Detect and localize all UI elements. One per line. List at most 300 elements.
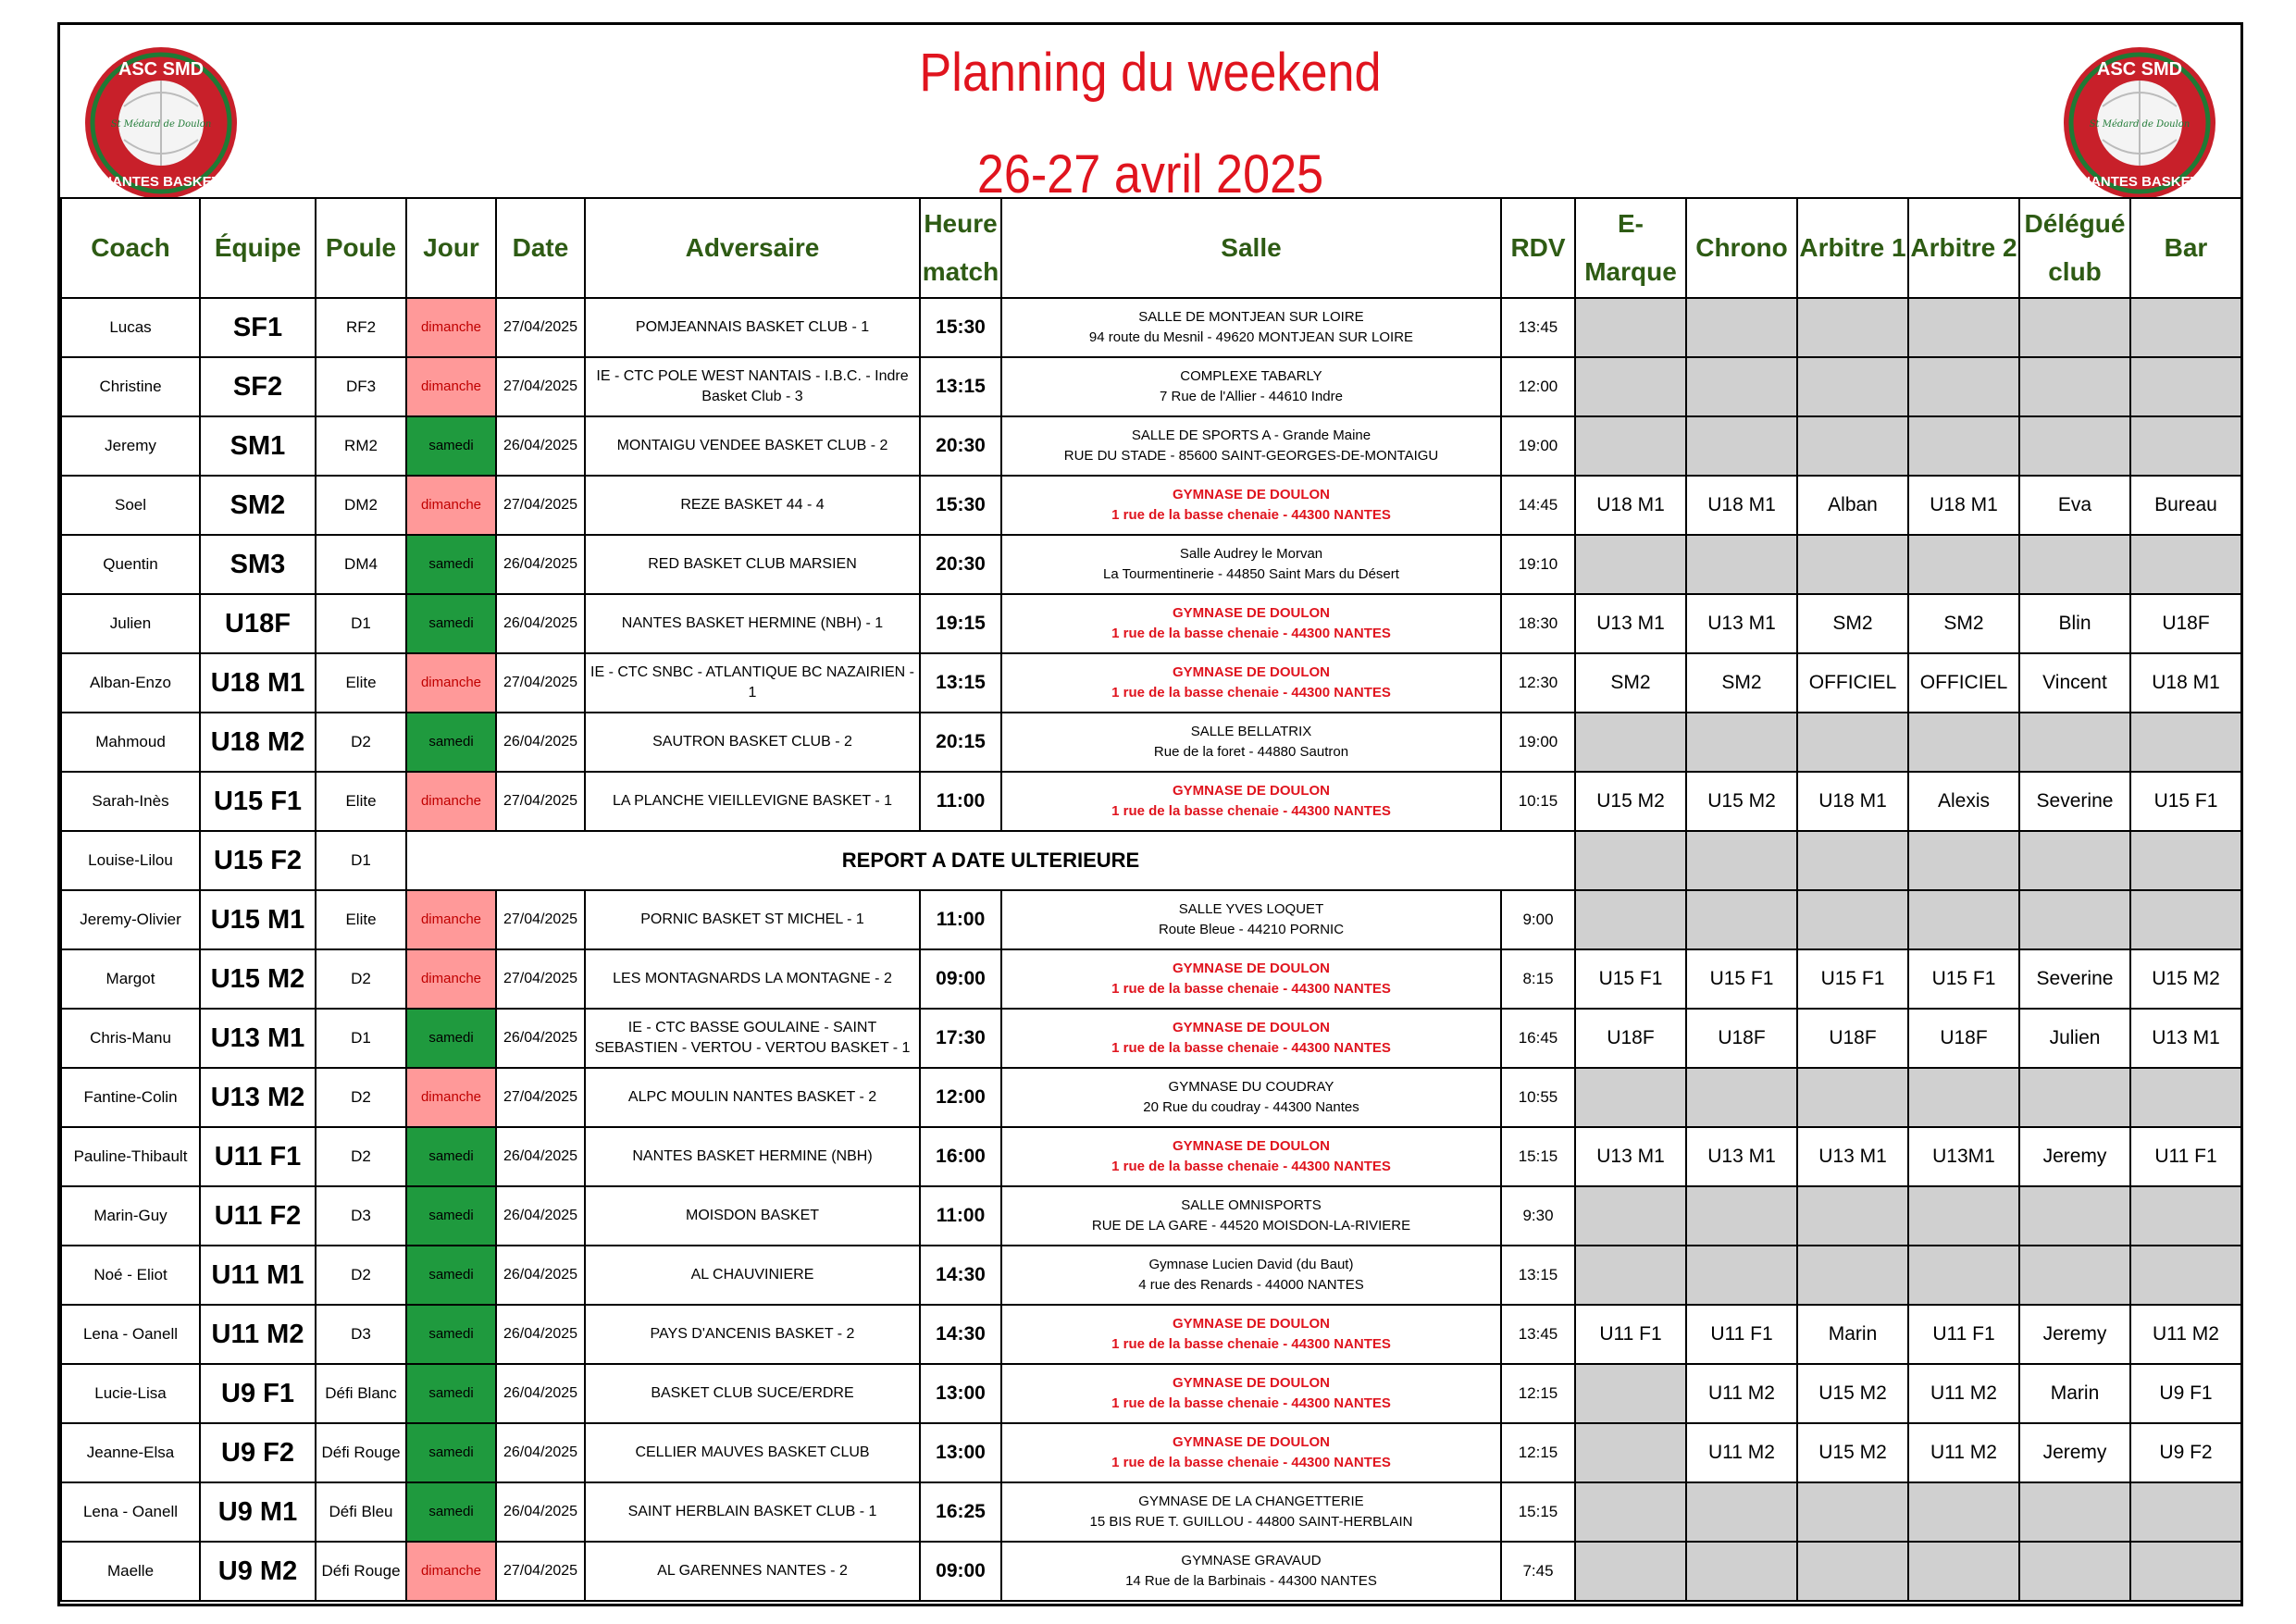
col-header-coach: Coach <box>61 198 200 298</box>
arbitre2-cell <box>1908 831 2019 890</box>
team-cell: SF2 <box>200 357 316 416</box>
opponent-cell: SAUTRON BASKET CLUB - 2 <box>585 713 920 772</box>
opponent-cell: LA PLANCHE VIEILLEVIGNE BASKET - 1 <box>585 772 920 831</box>
pool-cell: DM4 <box>316 535 406 594</box>
coach-cell: Julien <box>61 594 200 653</box>
meeting-time-cell: 9:30 <box>1501 1186 1575 1246</box>
arbitre1-cell: U18F <box>1797 1009 1908 1068</box>
coach-cell: Lena - Oanell <box>61 1482 200 1542</box>
arbitre2-cell: U18F <box>1908 1009 2019 1068</box>
table-row <box>61 1127 2241 1186</box>
page-title: Planning du weekend <box>919 43 1382 103</box>
meeting-time-cell: 9:00 <box>1501 890 1575 949</box>
match-time-cell: 13:00 <box>920 1423 1001 1482</box>
venue-name: GYMNASE DE DOULON <box>1172 961 1330 976</box>
opponent-cell: ALPC MOULIN NANTES BASKET - 2 <box>585 1068 920 1127</box>
match-time-cell: 09:00 <box>920 1542 1001 1601</box>
coach-cell: Chris-Manu <box>61 1009 200 1068</box>
table-row <box>61 772 2241 831</box>
team-cell: U9 M2 <box>200 1542 316 1601</box>
emarque-cell: U11 F1 <box>1575 1305 1686 1364</box>
logo-center-text: St Médard de Doulon <box>110 119 212 130</box>
col-header-delegue <box>2019 198 2130 298</box>
delegue-cell <box>2019 1068 2130 1127</box>
chrono-cell <box>1686 1068 1797 1127</box>
venue-address: 4 rue des Renards - 44000 NANTES <box>1138 1277 1364 1293</box>
day-cell: dimanche <box>406 357 496 416</box>
bar-cell <box>2130 357 2241 416</box>
venue-cell <box>1001 1364 1501 1423</box>
chrono-cell: U11 M2 <box>1686 1423 1797 1482</box>
coach-cell: Alban-Enzo <box>61 653 200 713</box>
venue-cell <box>1001 1542 1501 1601</box>
venue-cell <box>1001 1009 1501 1068</box>
venue-address: 15 BIS RUE T. GUILLOU - 44800 SAINT-HERBLAIN <box>1089 1514 1413 1530</box>
schedule-body <box>61 298 2241 1601</box>
day-cell: samedi <box>406 1482 496 1542</box>
chrono-cell: U11 F1 <box>1686 1305 1797 1364</box>
date-cell: 26/04/2025 <box>496 594 585 653</box>
bar-cell <box>2130 1186 2241 1246</box>
match-time-cell: 11:00 <box>920 1186 1001 1246</box>
opponent-cell: MONTAIGU VENDEE BASKET CLUB - 2 <box>585 416 920 476</box>
match-time-cell: 14:30 <box>920 1246 1001 1305</box>
venue-address: La Tourmentinerie - 44850 Saint Mars du Désert <box>1103 566 1399 582</box>
delegue-cell: Jeremy <box>2019 1127 2130 1186</box>
team-cell: SM1 <box>200 416 316 476</box>
emarque-cell <box>1575 1482 1686 1542</box>
chrono-cell: U11 M2 <box>1686 1364 1797 1423</box>
match-time-cell: 20:15 <box>920 713 1001 772</box>
team-cell: SF1 <box>200 298 316 357</box>
opponent-cell: IE - CTC BASSE GOULAINE - SAINT SEBASTIEN - VERTOU - VERTOU BASKET - 1 <box>585 1009 920 1068</box>
arbitre1-cell: SM2 <box>1797 594 1908 653</box>
table-row <box>61 357 2241 416</box>
match-time-cell: 11:00 <box>920 772 1001 831</box>
emarque-cell <box>1575 357 1686 416</box>
delegue-cell <box>2019 535 2130 594</box>
bar-cell <box>2130 831 2241 890</box>
pool-cell: Défi Blanc <box>316 1364 406 1423</box>
team-cell: U15 F2 <box>200 831 316 890</box>
arbitre1-cell <box>1797 357 1908 416</box>
page-subtitle: 26-27 avril 2025 <box>976 144 1324 205</box>
bar-cell <box>2130 1246 2241 1305</box>
venue-address: 1 rue de la basse chenaie - 44300 NANTES <box>1111 1336 1391 1352</box>
coach-cell: Louise-Lilou <box>61 831 200 890</box>
chrono-cell <box>1686 1186 1797 1246</box>
venue-cell <box>1001 1246 1501 1305</box>
coach-cell: Jeremy <box>61 416 200 476</box>
day-cell: samedi <box>406 1364 496 1423</box>
emarque-cell <box>1575 831 1686 890</box>
match-time-cell: 15:30 <box>920 298 1001 357</box>
venue-address: 1 rue de la basse chenaie - 44300 NANTES <box>1111 507 1391 523</box>
match-time-cell: 11:00 <box>920 890 1001 949</box>
arbitre2-cell: SM2 <box>1908 594 2019 653</box>
coach-cell: Jeremy-Olivier <box>61 890 200 949</box>
date-cell: 27/04/2025 <box>496 772 585 831</box>
report-cell: REPORT A DATE ULTERIEURE <box>406 831 1575 890</box>
delegue-cell <box>2019 298 2130 357</box>
pool-cell: D2 <box>316 1068 406 1127</box>
venue-address: 7 Rue de l'Allier - 44610 Indre <box>1160 389 1343 404</box>
team-cell: SM2 <box>200 476 316 535</box>
delegue-cell <box>2019 831 2130 890</box>
col-header-date: Date <box>496 198 585 298</box>
table-row <box>61 594 2241 653</box>
venue-cell <box>1001 1482 1501 1542</box>
table-row <box>61 949 2241 1009</box>
match-time-cell: 20:30 <box>920 416 1001 476</box>
venue-cell <box>1001 476 1501 535</box>
chrono-cell: U13 M1 <box>1686 594 1797 653</box>
coach-cell: Pauline-Thibault <box>61 1127 200 1186</box>
delegue-cell: Jeremy <box>2019 1423 2130 1482</box>
venue-cell <box>1001 949 1501 1009</box>
col-header-arbitre1: Arbitre 1 <box>1797 198 1908 298</box>
opponent-cell: AL GARENNES NANTES - 2 <box>585 1542 920 1601</box>
match-time-cell: 09:00 <box>920 949 1001 1009</box>
team-cell: U15 F1 <box>200 772 316 831</box>
opponent-cell: PAYS D'ANCENIS BASKET - 2 <box>585 1305 920 1364</box>
day-cell: samedi <box>406 1127 496 1186</box>
pool-cell: D3 <box>316 1186 406 1246</box>
venue-name: Salle Audrey le Morvan <box>1179 546 1323 562</box>
team-cell: U9 M1 <box>200 1482 316 1542</box>
chrono-cell <box>1686 1542 1797 1601</box>
pool-cell: Elite <box>316 772 406 831</box>
venue-cell <box>1001 416 1501 476</box>
meeting-time-cell: 7:45 <box>1501 1542 1575 1601</box>
team-cell: U11 F2 <box>200 1186 316 1246</box>
arbitre1-cell <box>1797 1246 1908 1305</box>
emarque-cell <box>1575 535 1686 594</box>
team-cell: U13 M1 <box>200 1009 316 1068</box>
arbitre1-cell: U15 M2 <box>1797 1364 1908 1423</box>
match-time-cell: 12:00 <box>920 1068 1001 1127</box>
emarque-cell <box>1575 1542 1686 1601</box>
venue-cell <box>1001 594 1501 653</box>
table-row <box>61 298 2241 357</box>
delegue-cell: Blin <box>2019 594 2130 653</box>
col-header-arbitre2: Arbitre 2 <box>1908 198 2019 298</box>
emarque-cell: U13 M1 <box>1575 594 1686 653</box>
delegue-cell <box>2019 1246 2130 1305</box>
col-header-heure-l1: Heure <box>924 209 998 238</box>
meeting-time-cell: 12:30 <box>1501 653 1575 713</box>
col-header-delegue-l1: Délégué <box>2024 209 2126 238</box>
venue-cell <box>1001 1127 1501 1186</box>
meeting-time-cell: 19:10 <box>1501 535 1575 594</box>
venue-name: GYMNASE DE DOULON <box>1172 1138 1330 1154</box>
arbitre1-cell: U13 M1 <box>1797 1127 1908 1186</box>
venue-cell <box>1001 772 1501 831</box>
date-cell: 27/04/2025 <box>496 890 585 949</box>
meeting-time-cell: 8:15 <box>1501 949 1575 1009</box>
match-time-cell: 14:30 <box>920 1305 1001 1364</box>
coach-cell: Sarah-Inès <box>61 772 200 831</box>
team-cell: U11 M1 <box>200 1246 316 1305</box>
venue-address: 1 rue de la basse chenaie - 44300 NANTES <box>1111 1455 1391 1470</box>
venue-name: GYMNASE DU COUDRAY <box>1168 1079 1334 1095</box>
venue-name: GYMNASE DE DOULON <box>1172 1316 1330 1332</box>
col-header-delegue-l2: club <box>2048 257 2102 286</box>
bar-cell <box>2130 1542 2241 1601</box>
meeting-time-cell: 12:15 <box>1501 1364 1575 1423</box>
arbitre2-cell <box>1908 1542 2019 1601</box>
coach-cell: Soel <box>61 476 200 535</box>
pool-cell: D2 <box>316 713 406 772</box>
chrono-cell <box>1686 713 1797 772</box>
arbitre2-cell <box>1908 890 2019 949</box>
logo-top-text: ASC SMD <box>2096 59 2183 80</box>
venue-cell <box>1001 1305 1501 1364</box>
day-cell: samedi <box>406 416 496 476</box>
arbitre2-cell <box>1908 1246 2019 1305</box>
pool-cell: Défi Rouge <box>316 1542 406 1601</box>
opponent-cell: AL CHAUVINIERE <box>585 1246 920 1305</box>
team-cell: U18F <box>200 594 316 653</box>
date-cell: 26/04/2025 <box>496 1246 585 1305</box>
delegue-cell: Eva <box>2019 476 2130 535</box>
bar-cell: U9 F1 <box>2130 1364 2241 1423</box>
logo-bottom-text: NANTES BASKET <box>102 174 220 190</box>
coach-cell: Jeanne-Elsa <box>61 1423 200 1482</box>
coach-cell: Christine <box>61 357 200 416</box>
bar-cell <box>2130 535 2241 594</box>
delegue-cell: Severine <box>2019 772 2130 831</box>
day-cell: samedi <box>406 1009 496 1068</box>
venue-name: GYMNASE DE LA CHANGETTERIE <box>1138 1494 1364 1509</box>
delegue-cell <box>2019 416 2130 476</box>
team-cell: U15 M2 <box>200 949 316 1009</box>
pool-cell: Elite <box>316 890 406 949</box>
meeting-time-cell: 15:15 <box>1501 1127 1575 1186</box>
venue-name: SALLE DE MONTJEAN SUR LOIRE <box>1138 309 1364 325</box>
match-time-cell: 13:00 <box>920 1364 1001 1423</box>
bar-cell <box>2130 713 2241 772</box>
meeting-time-cell: 12:00 <box>1501 357 1575 416</box>
opponent-cell: CELLIER MAUVES BASKET CLUB <box>585 1423 920 1482</box>
coach-cell: Noé - Eliot <box>61 1246 200 1305</box>
col-header-jour: Jour <box>406 198 496 298</box>
team-cell: U18 M1 <box>200 653 316 713</box>
date-cell: 26/04/2025 <box>496 416 585 476</box>
day-cell: samedi <box>406 713 496 772</box>
arbitre1-cell: Marin <box>1797 1305 1908 1364</box>
emarque-cell <box>1575 1423 1686 1482</box>
venue-cell <box>1001 653 1501 713</box>
chrono-cell <box>1686 831 1797 890</box>
arbitre2-cell: U15 F1 <box>1908 949 2019 1009</box>
date-cell: 26/04/2025 <box>496 1186 585 1246</box>
meeting-time-cell: 10:15 <box>1501 772 1575 831</box>
date-cell: 27/04/2025 <box>496 1542 585 1601</box>
date-cell: 26/04/2025 <box>496 1305 585 1364</box>
coach-cell: Lena - Oanell <box>61 1305 200 1364</box>
col-header-salle: Salle <box>1001 198 1501 298</box>
venue-name: GYMNASE DE DOULON <box>1172 1434 1330 1450</box>
team-cell: U11 F1 <box>200 1127 316 1186</box>
schedule-table <box>60 197 2242 1602</box>
opponent-cell: NANTES BASKET HERMINE (NBH) <box>585 1127 920 1186</box>
arbitre1-cell <box>1797 890 1908 949</box>
team-cell: U18 M2 <box>200 713 316 772</box>
venue-address: 1 rue de la basse chenaie - 44300 NANTES <box>1111 1395 1391 1411</box>
day-cell: dimanche <box>406 1542 496 1601</box>
opponent-cell: PORNIC BASKET ST MICHEL - 1 <box>585 890 920 949</box>
date-cell: 27/04/2025 <box>496 949 585 1009</box>
coach-cell: Marin-Guy <box>61 1186 200 1246</box>
bar-cell: U15 M2 <box>2130 949 2241 1009</box>
emarque-cell <box>1575 1364 1686 1423</box>
pool-cell: D2 <box>316 1246 406 1305</box>
day-cell: samedi <box>406 1305 496 1364</box>
venue-name: GYMNASE DE DOULON <box>1172 605 1330 621</box>
pool-cell: Elite <box>316 653 406 713</box>
delegue-cell: Jeremy <box>2019 1305 2130 1364</box>
emarque-cell <box>1575 890 1686 949</box>
arbitre2-cell: OFFICIEL <box>1908 653 2019 713</box>
table-row <box>61 1542 2241 1601</box>
venue-name: GYMNASE DE DOULON <box>1172 664 1330 680</box>
table-row <box>61 1482 2241 1542</box>
coach-cell: Maelle <box>61 1542 200 1601</box>
table-row <box>61 476 2241 535</box>
chrono-cell <box>1686 535 1797 594</box>
chrono-cell <box>1686 298 1797 357</box>
emarque-cell: U18 M1 <box>1575 476 1686 535</box>
pool-cell: D3 <box>316 1305 406 1364</box>
opponent-cell: SAINT HERBLAIN BASKET CLUB - 1 <box>585 1482 920 1542</box>
logo-center-text: St Médard de Doulon <box>2089 119 2191 130</box>
match-time-cell: 16:25 <box>920 1482 1001 1542</box>
emarque-cell: U15 M2 <box>1575 772 1686 831</box>
delegue-cell: Marin <box>2019 1364 2130 1423</box>
arbitre2-cell: U18 M1 <box>1908 476 2019 535</box>
table-row <box>61 890 2241 949</box>
arbitre1-cell <box>1797 1068 1908 1127</box>
team-cell: U15 M1 <box>200 890 316 949</box>
venue-address: 14 Rue de la Barbinais - 44300 NANTES <box>1125 1573 1377 1589</box>
table-row <box>61 1009 2241 1068</box>
opponent-cell: IE - CTC SNBC - ATLANTIQUE BC NAZAIRIEN - 1 <box>585 653 920 713</box>
table-header-row <box>61 198 2241 298</box>
arbitre2-cell: Alexis <box>1908 772 2019 831</box>
col-header-poule: Poule <box>316 198 406 298</box>
delegue-cell <box>2019 1542 2130 1601</box>
venue-cell <box>1001 1068 1501 1127</box>
date-cell: 26/04/2025 <box>496 1482 585 1542</box>
delegue-cell: Julien <box>2019 1009 2130 1068</box>
day-cell: samedi <box>406 1423 496 1482</box>
bar-cell: U11 M2 <box>2130 1305 2241 1364</box>
col-header-heure <box>920 198 1001 298</box>
opponent-cell: POMJEANNAIS BASKET CLUB - 1 <box>585 298 920 357</box>
date-cell: 26/04/2025 <box>496 535 585 594</box>
venue-name: GYMNASE DE DOULON <box>1172 487 1330 502</box>
arbitre1-cell <box>1797 713 1908 772</box>
col-header-chrono: Chrono <box>1686 198 1797 298</box>
bar-cell: Bureau <box>2130 476 2241 535</box>
emarque-cell: U15 F1 <box>1575 949 1686 1009</box>
opponent-cell: MOISDON BASKET <box>585 1186 920 1246</box>
arbitre1-cell <box>1797 535 1908 594</box>
arbitre2-cell <box>1908 1068 2019 1127</box>
bar-cell: U13 M1 <box>2130 1009 2241 1068</box>
date-cell: 26/04/2025 <box>496 1423 585 1482</box>
emarque-cell <box>1575 1246 1686 1305</box>
table-row <box>61 416 2241 476</box>
chrono-cell <box>1686 890 1797 949</box>
arbitre2-cell <box>1908 1186 2019 1246</box>
bar-cell <box>2130 1068 2241 1127</box>
table-row <box>61 653 2241 713</box>
meeting-time-cell: 13:45 <box>1501 298 1575 357</box>
emarque-cell <box>1575 1068 1686 1127</box>
meeting-time-cell: 14:45 <box>1501 476 1575 535</box>
table-row <box>61 1246 2241 1305</box>
coach-cell: Mahmoud <box>61 713 200 772</box>
team-cell: U11 M2 <box>200 1305 316 1364</box>
venue-address: 20 Rue du coudray - 44300 Nantes <box>1143 1099 1359 1115</box>
arbitre1-cell <box>1797 1482 1908 1542</box>
pool-cell: D2 <box>316 1127 406 1186</box>
delegue-cell: Severine <box>2019 949 2130 1009</box>
day-cell: dimanche <box>406 653 496 713</box>
arbitre2-cell <box>1908 1482 2019 1542</box>
opponent-cell: BASKET CLUB SUCE/ERDRE <box>585 1364 920 1423</box>
coach-cell: Margot <box>61 949 200 1009</box>
arbitre1-cell: U18 M1 <box>1797 772 1908 831</box>
chrono-cell: U15 F1 <box>1686 949 1797 1009</box>
col-header-bar: Bar <box>2130 198 2241 298</box>
arbitre1-cell: U15 M2 <box>1797 1423 1908 1482</box>
venue-address: 1 rue de la basse chenaie - 44300 NANTES <box>1111 981 1391 997</box>
meeting-time-cell: 12:15 <box>1501 1423 1575 1482</box>
day-cell: dimanche <box>406 772 496 831</box>
day-cell: dimanche <box>406 476 496 535</box>
arbitre1-cell <box>1797 831 1908 890</box>
venue-address: RUE DE LA GARE - 44520 MOISDON-LA-RIVIERE <box>1091 1218 1411 1233</box>
venue-cell <box>1001 890 1501 949</box>
venue-address: RUE DU STADE - 85600 SAINT-GEORGES-DE-MONTAIGU <box>1063 448 1439 464</box>
col-header-emarque: E-Marque <box>1575 198 1686 298</box>
delegue-cell <box>2019 1186 2130 1246</box>
venue-name: SALLE BELLATRIX <box>1190 724 1312 739</box>
table-row <box>61 831 2241 890</box>
opponent-cell: IE - CTC POLE WEST NANTAIS - I.B.C. - Indre Basket Club - 3 <box>585 357 920 416</box>
date-cell: 27/04/2025 <box>496 476 585 535</box>
venue-cell <box>1001 535 1501 594</box>
meeting-time-cell: 15:15 <box>1501 1482 1575 1542</box>
venue-address: 1 rue de la basse chenaie - 44300 NANTES <box>1111 1159 1391 1174</box>
delegue-cell <box>2019 713 2130 772</box>
coach-cell: Lucas <box>61 298 200 357</box>
team-cell: U9 F1 <box>200 1364 316 1423</box>
table-row <box>61 1186 2241 1246</box>
match-time-cell: 15:30 <box>920 476 1001 535</box>
venue-name: SALLE OMNISPORTS <box>1181 1197 1322 1213</box>
match-time-cell: 20:30 <box>920 535 1001 594</box>
arbitre1-cell <box>1797 416 1908 476</box>
table-row <box>61 713 2241 772</box>
bar-cell: U9 F2 <box>2130 1423 2241 1482</box>
pool-cell: D1 <box>316 831 406 890</box>
emarque-cell: U18F <box>1575 1009 1686 1068</box>
venue-name: Gymnase Lucien David (du Baut) <box>1148 1257 1354 1272</box>
